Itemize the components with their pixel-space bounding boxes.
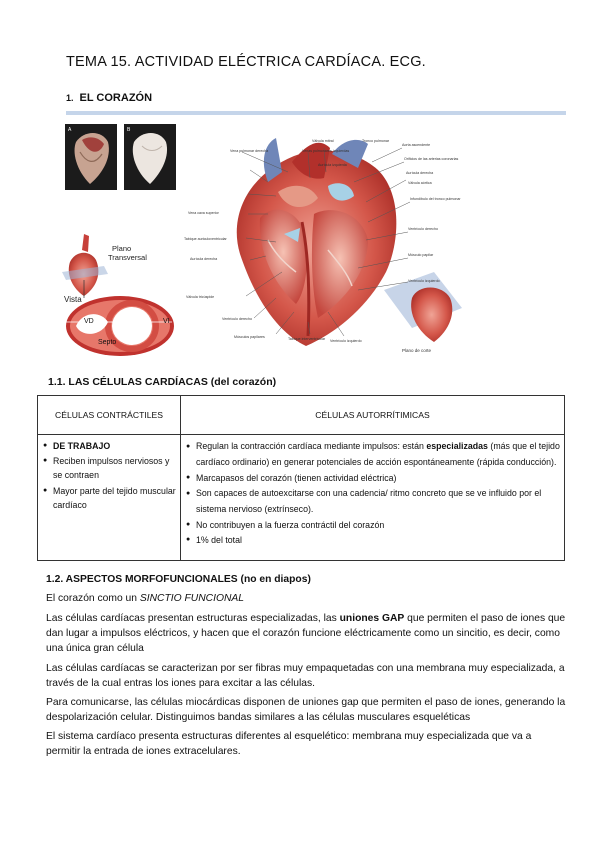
- paragraph-sistema: El sistema cardíaco presenta estructuras diferentes al esquelético: membrana muy especializada que va a permitir la entrada de iones extracelulares.: [46, 731, 532, 758]
- list-item: ● Regulan la contracción cardíaca mediante impulsos: están especializadas (más que el tejido cardíaco ordinario) en generar potenciales de acción espontáneamente (rápida conducción).: [196, 439, 561, 470]
- label-orificios-coronarias: Orificios de las arterias coronarias: [404, 157, 459, 161]
- paragraph-comunicacion: Para comunicarse, las células miocárdicas disponen de uniones gap que permiten el paso de iones, generando la despolarización celular. Distinguimos bandas similares a las células musculares esqueléticas: [46, 697, 566, 724]
- list-item: ● No contribuyen a la fuerza contráctil del corazón: [196, 518, 561, 532]
- list-item: ● Reciben impulsos nerviosos y se contraen: [53, 454, 177, 482]
- label-aorta-ascendente-r: Aorta ascendente: [402, 143, 431, 147]
- list-item: ● 1% del total: [196, 533, 561, 547]
- label-ventriculo-izquierdo-b: Ventrículo izquierdo: [330, 339, 362, 343]
- heart-photo-b: [124, 124, 176, 190]
- list-item: ● DE TRABAJO: [53, 439, 177, 453]
- photo-a-label: A: [68, 127, 72, 133]
- contractiles-list: [39, 439, 179, 512]
- section-heading-aspectos: 1.2. ASPECTOS MORFOFUNCIONALES (no en diapos): [46, 574, 311, 585]
- vista-label: Vista: [64, 295, 82, 304]
- cross-section-ventricles: [64, 296, 174, 356]
- label-valvula-tricuspide: Válvula tricúspide: [186, 295, 215, 299]
- heart-section-illustration: [237, 138, 397, 346]
- contractiles-cell: [38, 435, 181, 561]
- small-heart-plane: [62, 234, 147, 304]
- label-auricula-izquierda: Aurícula izquierda: [318, 163, 347, 167]
- page-title: TEMA 15. ACTIVIDAD ELÉCTRICA CARDÍACA. ECG.: [66, 54, 426, 70]
- list-item: ● Mayor parte del tejido muscular cardíaco: [53, 484, 177, 512]
- paragraph-sincitio: El corazón como un SINCTIO FUNCIONAL: [46, 593, 244, 604]
- section-divider: [66, 111, 566, 115]
- paragraph-fibras: Las células cardíacas se caracterizan por ser fibras muy empaquetadas con una membrana muy especializada, a través de la cual entras los iones para excitar a las células.: [46, 663, 565, 690]
- label-tabique-interventricular: Tabique interventricular: [288, 337, 326, 341]
- septo-label: Septo: [98, 339, 117, 346]
- label-ventriculo-derecho-r: Ventrículo derecho: [408, 227, 438, 231]
- section-number: 1.: [66, 93, 74, 103]
- plane-label-2: Transversal: [108, 253, 147, 262]
- label-ventriculo-derecho-l: Ventrículo derecho: [222, 317, 252, 321]
- label-valvula-mitral: Válvula mitral: [312, 139, 334, 143]
- vi-label: VI: [163, 318, 170, 325]
- heart-photo-a: [65, 124, 117, 190]
- label-infundibulo: Infundíbulo del tronco pulmonar: [410, 197, 461, 201]
- section-heading-celulas: 1.1. LAS CÉLULAS CARDÍACAS (del corazón): [48, 376, 277, 388]
- heart-anatomy-figure: [62, 122, 472, 360]
- label-vena-cava-superior: Vena cava superior: [188, 211, 219, 215]
- autorritmicas-list: [182, 439, 563, 548]
- label-ventriculo-izquierdo-r: Ventrículo izquierdo: [408, 279, 440, 283]
- label-venas-pulmonares-izq: Venas pulmonares izquierdas: [302, 149, 350, 153]
- label-auricula-derecha-l: Aurícula derecha: [190, 257, 218, 261]
- table-header-row: [38, 396, 565, 435]
- plane-label-1: Plano: [112, 244, 132, 253]
- cells-comparison-table: [37, 395, 565, 561]
- label-musculos-papilares: Músculos papilares: [234, 335, 265, 339]
- col-header-contractiles: CÉLULAS CONTRÁCTILES: [38, 396, 181, 435]
- plano-corte-label: Plano de corte: [402, 348, 432, 353]
- label-valvula-aortica-r: Válvula aórtica: [408, 181, 432, 185]
- label-tabique-av: Tabique auriculoventricular: [184, 237, 227, 241]
- section-title: EL CORAZÓN: [79, 92, 153, 104]
- photo-b-label: B: [127, 127, 131, 133]
- list-item: ● Son capaces de autoexcitarse con una cadencia/ ritmo concreto que se ve influido por el sistema nervioso (extrínseco).: [196, 486, 561, 517]
- vd-label: VD: [84, 318, 94, 325]
- label-tronco-pulmonar: Tronco pulmonar: [362, 139, 390, 143]
- label-auricula-derecha-r: Aurícula derecha: [406, 171, 434, 175]
- paragraph-uniones-gap: Las células cardíacas presentan estructuras especializadas, las uniones GAP que permiten el paso de iones que dan lugar a impulsos eléctricos, y hacen que el corazón funcione eléctricamente como un sincitio, es decir, como una única gran célula: [46, 613, 566, 655]
- col-header-autorritmicas: CÉLULAS AUTORRÍTIMICAS: [181, 396, 565, 435]
- label-vena-pulmonar-derecha: Vena pulmonar derecha: [230, 149, 269, 153]
- table-row: [38, 435, 565, 561]
- list-item: ● Marcapasos del corazón (tienen actividad eléctrica): [196, 471, 561, 485]
- autorritmicas-cell: [181, 435, 565, 561]
- section-heading-corazon: [66, 92, 152, 104]
- label-musculo-papilar: Músculo papilar: [408, 253, 434, 257]
